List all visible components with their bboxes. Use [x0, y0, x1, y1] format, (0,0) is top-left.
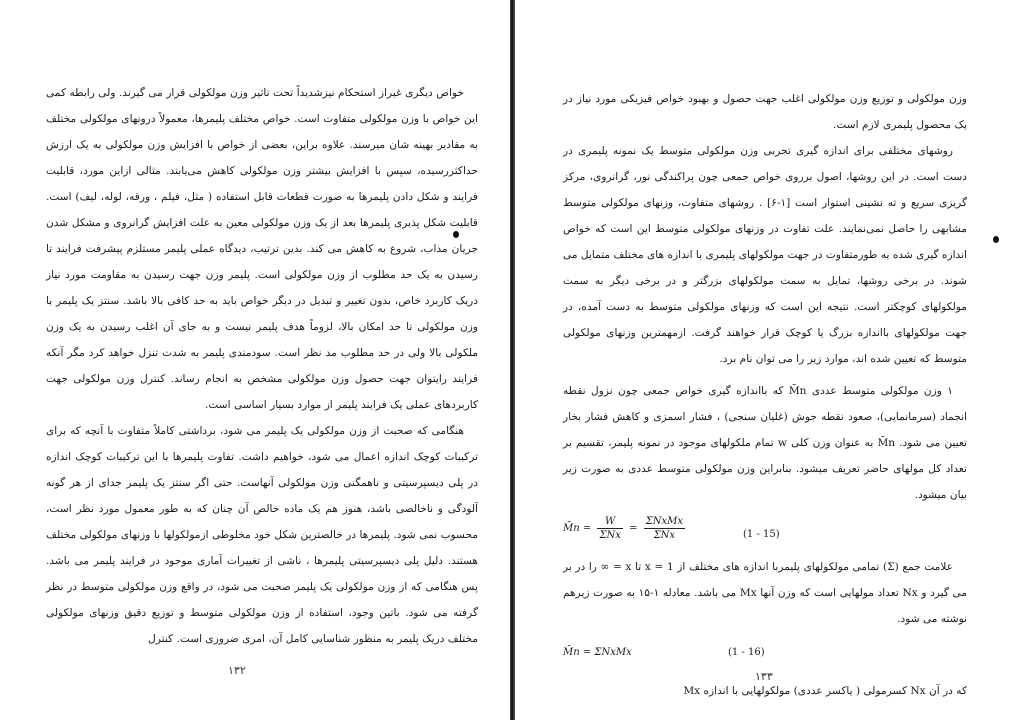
- left-page-text: [46, 80, 478, 652]
- fraction-denominator: ΣNx: [599, 530, 621, 541]
- right-paragraph-2: روشهای مختلفی برای اندازه گیری تجربی وزن مولکولی متوسط یک نمونه پلیمری در دست است. در این روشها، اصول برروی خواص جمعی چون پراکندگی نور، گرانروی، مرکز گریزی سریع و ته نشینی استوار است [۱-۶] . روشهای متفاوت، وزنهای مولکولی متوسط مشابهی را حاصل نمی‌نمایند. علت تفاوت در وزنهای مولکولی متوسط این است که خواص اندازه گیری شده به طورمتفاوت در جهت مولکولهای پلیمری با اندازه های مختلف متمایل می شوند. در برخی روشها، تمایل به سمت مولکولهای بزرگتر و در برخی دیگر به سمت مولکولهای کوچکتر است. نتیجه این است که وزنهای مولکولی متوسط به دست آمده، در جهت مولکولهای بااندازه بزرگ یا کوچک قرار خواهند گرفت. ازمهمترین وزنهای مولکولی متوسط که تعیین شده اند، موارد زیر را می توان نام برد.: [563, 145, 967, 365]
- right-paragraph-definition: ۱ وزن مولکولی متوسط عددی M̄n که بااندازه گیری خواص جمعی چون نزول نقطه انجماد (سرمانمایی)، صعود نقطه جوش (غلیان سنجی) ، فشار اسمزی و کاهش فشار بخار تعیین می شود. M̄n به عنوان وزن کلی w تمام ملکولهای موجود در نمونه پلیمر، تقسیم بر تعداد کل مولهای حاضر تعریف میشود. بنابراین وزن مولکولی متوسط عددی به صورت زیر بیان میشود.: [563, 385, 967, 501]
- left-paragraph-1: خواص دیگری غیراز استحکام نیزشدیداً تحت تاثیر وزن مولکولی قرار می گیرند. ولی رابطه کمی این خواص با وزن مولکولی متفاوت است. خواص مختلف پلیمرها، معمولاً درونهای مولکولی مختلف به مقادیر بهینه شان میرسند. علاوه براین، بعضی از خواص با افزایش وزن مولکولی به یک ارزش حداکثررسیده، سپس با افزایش بیشتر وزن مولکولی کاهش می‌یابند. مثالی ازاین مورد، قابلیت فرایند و شکل دادن پلیمرها به صورت قطعات قابل استفاده ( مثل، فیلم ، ورقه، لوله، لیف) است. قابلیت شکل پذیری پلیمرها بعد از یک وزن مولکولی معین به علت افزایش گرانروی و مشکل شدن جریان مذاب، شروع به کاهش می کند. بدین ترتیب، دیدگاه عملی پلیمر مستلزم پیشرفت فرایند تا رسیدن به یک حد مطلوب از وزن مولکولی است. پلیمر وزن جهت رسیدن به مقاومت مورد نیاز دریک کاربرد خاص، بدون تغییر و تبدیل در دیگر خواص باید به حد کافی بالا باشد. سنتز یک پلیمر با وزن مولکولی تا حد امکان بالا، لزوماً هدف پلیمر نیست و به جای آن اغلب رسیدن به یک وزن ملکولی بالا ولی در حد مطلوب مد نظر است. سودمندی پلیمر به شدت تنزل خواهد کرد مگر آنکه فرایند رایتوان جهت حصول وزن مولکولی مشخص به انجام رساند. کنترل وزن مولکولی جهت کاربردهای عملی یک فرایند پلیمر از موارد بسیار اساسی است.: [46, 87, 478, 411]
- right-page-number: ۱۳۳: [755, 670, 773, 683]
- equation-15-1: [563, 512, 967, 550]
- equation-lhs: M̄n =: [563, 523, 592, 534]
- right-paragraph-1: وزن مولکولی و توزیع وزن مولکولی اغلب جهت حصول و بهبود خواص فیزیکی مورد نیاز در یک محصول پلیمری لازم است.: [563, 93, 967, 131]
- equation-15-2: [563, 636, 967, 674]
- equation-number: (1 - 16): [728, 647, 765, 658]
- left-paragraph-2: هنگامی که صحبت از وزن مولکولی یک پلیمر می شود، برداشتی کاملاً متفاوت با آنچه که برای ترکیبات کوچک اندازه اعمال می شود، خواهیم داشت. تفاوت پلیمرها با این ترکیبات کوچک اندازه در پلی دیسپرسیتی و ناهمگنی وزن مولکولی آنهاست. حتی اگر سنتز یک پلیمر جدای از هر گونه آلودگی و ناخالصی باشد، هنوز هم یک ماده خالص آن چنان که به طور معمول مورد نظر است، محسوب نمی شود. پلیمرها در خالصترین شکل خود مخلوطی ازمولکولها با وزنهای مولکولی مختلف هستند. دلیل پلی دیسپرسیتی پلیمرها ، ناشی از تغییرات آماری موجود در فرایند پلیمر می باشد. پس هنگامی که از وزن مولکولی یک پلیمر صحبت می شود، در واقع وزن مولکولی متوسط در نظر گرفته می شود. باتین وجود، استفاده از وزن مولکولی متوسط و توزیع دقیق وزنهای مولکولی مختلف دریک پلیمر به منظور شناسایی کامل آن، امری ضروری است. کنترل: [46, 425, 478, 645]
- right-paragraph-last: که در آن Nx کسرمولی ( یاکسر عددی) مولکولهایی با اندازه Mx: [683, 685, 967, 697]
- equation-equals: =: [629, 523, 638, 534]
- right-page-text: [563, 86, 967, 704]
- fraction-denominator: ΣNx: [653, 530, 676, 541]
- left-page: [0, 0, 510, 720]
- fraction-sum-ratio: [644, 515, 685, 542]
- fraction-numerator: ΣNxMx: [645, 516, 684, 527]
- right-paragraph-summation: علامت جمع (Σ) تمامی مولکولهای پلیمربا اندازه های مختلف از x = 1 تا x = ∞ را در بر می گیرد و Nx تعداد مولهایی است که وزن آنها Mx می باشد. معادله ۱-۱۵ به صورت زیرهم نوشته می شود.: [563, 561, 967, 625]
- margin-mark: [993, 236, 999, 243]
- equation-16-1-expression: M̄n = ΣNxMx: [563, 647, 632, 658]
- margin-mark: [453, 231, 459, 238]
- equation-number: (1 - 15): [743, 529, 780, 540]
- fraction-w-over-sum: [597, 515, 622, 542]
- fraction-numerator: W: [597, 515, 622, 529]
- equation-15-1-expression: [563, 515, 688, 542]
- left-page-number: ۱۳۲: [228, 664, 246, 677]
- right-page: [515, 0, 1023, 720]
